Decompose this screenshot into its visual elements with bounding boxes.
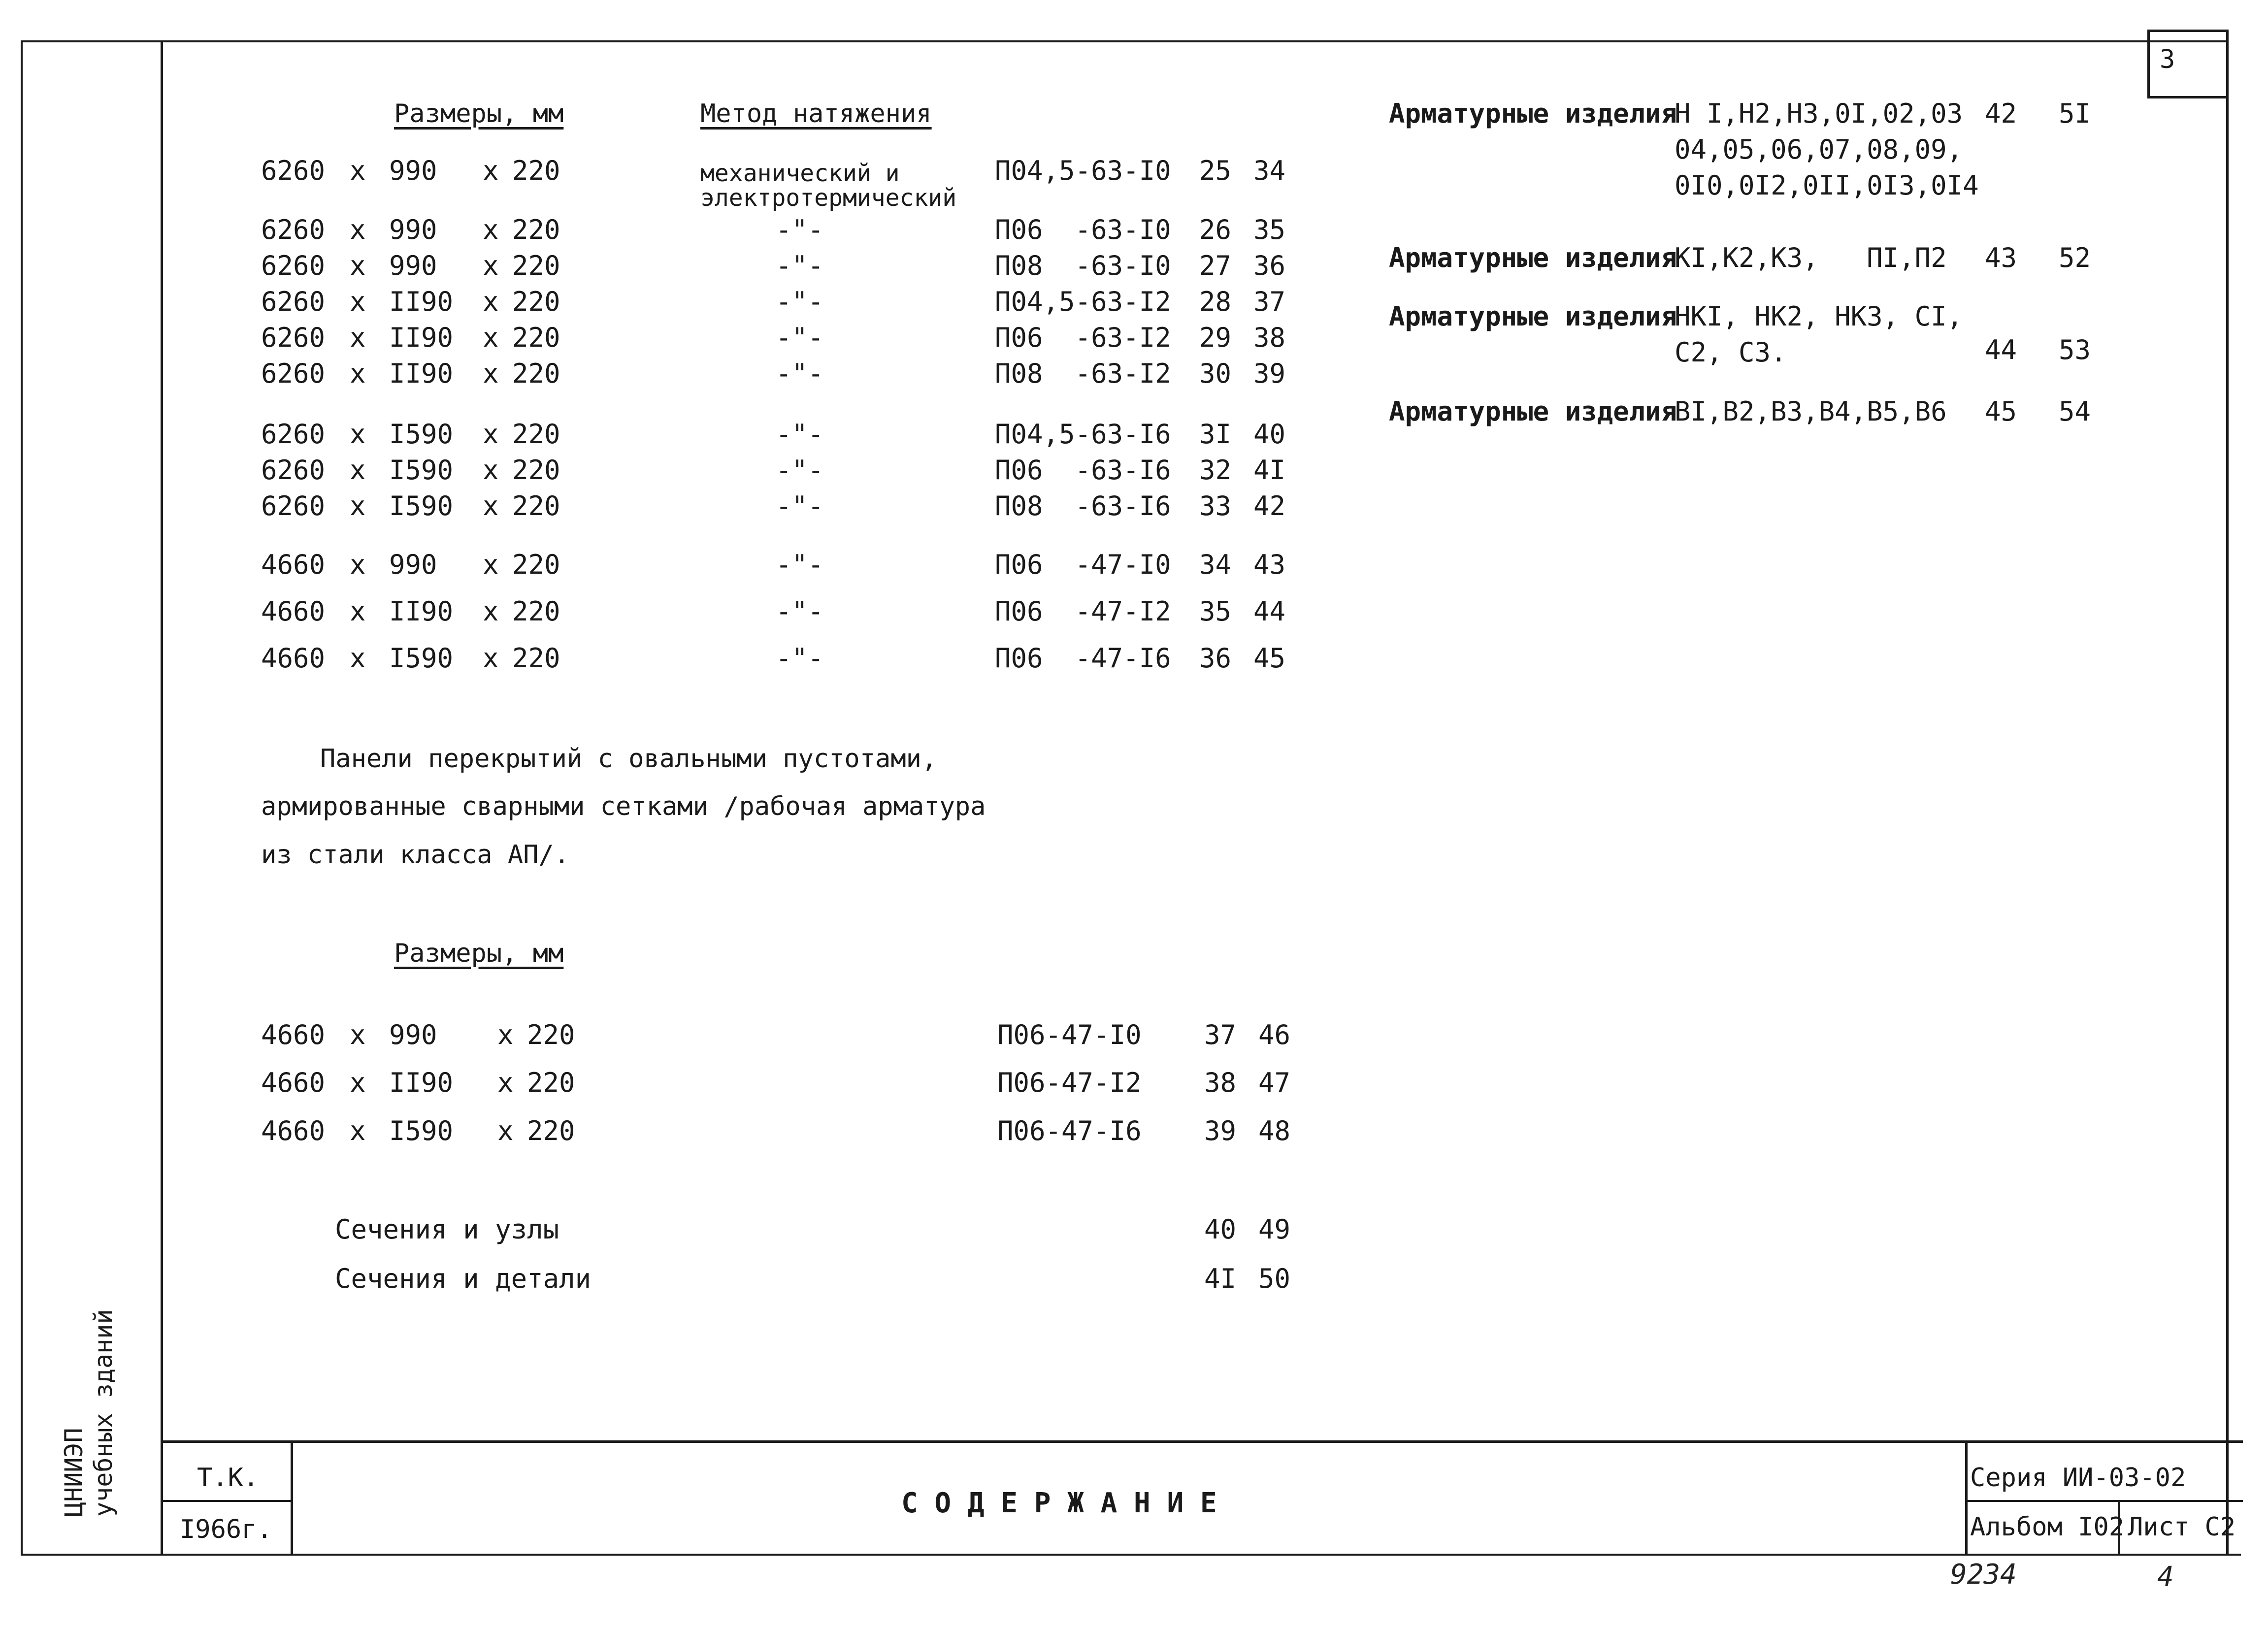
cell-method-ditto: -"- (776, 322, 824, 353)
cell-length: 4660 (261, 1115, 326, 1146)
cell-code: П06 -47-I2 (995, 596, 1171, 627)
cell-height: 220 (512, 286, 560, 317)
reinforcement-label: Арматурные изделия (1389, 396, 1677, 427)
cell-times-1: x (350, 214, 366, 245)
cell-length: 6260 (261, 322, 326, 353)
reinforcement-items: Н I,Н2,Н3,0I,02,03 04,05,06,07,08,09, 0I0,0I2,0II,0I3,0I4 (1675, 98, 1979, 201)
title-block-div1 (291, 1440, 293, 1555)
cell-times-2: x (483, 358, 499, 389)
cell-page-2: 38 (1253, 322, 1286, 353)
cell-times-2: x (497, 1019, 514, 1050)
size-header-2: Размеры, мм (394, 939, 564, 968)
cell-page-1: 25 (1199, 155, 1232, 186)
table-row (0, 155, 1330, 187)
cell-code: П06 -47-I6 (995, 643, 1171, 674)
cell-height: 220 (512, 214, 560, 245)
table-row (0, 490, 1330, 522)
cell-method-ditto: -"- (776, 549, 824, 580)
reinforcement-page-1: 42 (1985, 98, 2017, 129)
cell-page-1: 36 (1199, 643, 1232, 674)
cell-method-ditto: -"- (776, 419, 824, 450)
cell-height: 220 (512, 596, 560, 627)
cell-times-2: x (483, 643, 499, 674)
cell-method-ditto: -"- (776, 455, 824, 486)
cell-method-ditto: -"- (776, 214, 824, 245)
section-row (0, 1263, 1330, 1295)
cell-times-2: x (483, 286, 499, 317)
table-row (0, 598, 1330, 628)
cell-width: I590 (389, 419, 454, 450)
cell-times-1: x (350, 1019, 366, 1050)
cell-code: П06 -63-I0 (995, 214, 1171, 245)
cell-times-1: x (350, 1115, 366, 1146)
cell-length: 6260 (261, 358, 326, 389)
cell-page-2: 47 (1258, 1067, 1291, 1098)
cell-length: 6260 (261, 419, 326, 450)
cell-width: 990 (389, 1019, 437, 1050)
footer-number: 9234 (1950, 1559, 2017, 1591)
corner-number: 3 (2160, 45, 2175, 74)
cell-page-2: 40 (1253, 419, 1286, 450)
cell-height: 220 (512, 155, 560, 186)
reinforcement-label: Арматурные изделия (1389, 242, 1677, 273)
cell-times-2: x (483, 155, 499, 186)
paragraph-line-3: из стали класса АП/. (261, 840, 570, 870)
table-row (0, 214, 1330, 246)
cell-page-1: 35 (1199, 596, 1232, 627)
frame-outer-top (21, 40, 2227, 42)
cell-length: 6260 (261, 455, 326, 486)
cell-page-1: 28 (1199, 286, 1232, 317)
table-row (0, 250, 1330, 282)
section-page-1: 4I (1204, 1263, 1237, 1294)
cell-code: П08 -63-I0 (995, 250, 1171, 281)
cell-page-2: 36 (1253, 250, 1286, 281)
cell-width: II90 (389, 1067, 454, 1098)
table-row (0, 1115, 1330, 1147)
cell-height: 220 (527, 1019, 575, 1050)
cell-page-1: 27 (1199, 250, 1232, 281)
reinforcement-page-1: 44 (1985, 334, 2017, 365)
reinforcement-page-1: 45 (1985, 396, 2017, 427)
cell-length: 4660 (261, 549, 326, 580)
paragraph-line-2: армированные сварными сетками /рабочая арматура (261, 792, 986, 821)
cell-height: 220 (527, 1067, 575, 1098)
table-row (0, 421, 1330, 451)
cell-times-2: x (483, 455, 499, 486)
cell-page-2: 37 (1253, 286, 1286, 317)
cell-width: I590 (389, 643, 454, 674)
cell-method-ditto: -"- (776, 643, 824, 674)
cell-height: 220 (527, 1115, 575, 1146)
cell-times-1: x (350, 549, 366, 580)
tb-series: Серия ИИ-03-02 (1970, 1463, 2186, 1493)
cell-code: П06 -63-I6 (995, 455, 1171, 486)
section-row (0, 1216, 1330, 1246)
cell-method-ditto: -"- (776, 250, 824, 281)
cell-page-1: 33 (1199, 490, 1232, 521)
title-block-div2 (1965, 1440, 1968, 1555)
cell-page-2: 39 (1253, 358, 1286, 389)
cell-times-1: x (350, 322, 366, 353)
reinforcement-items: КI,К2,К3, ПI,П2 (1675, 242, 1947, 273)
cell-code: П06-47-I0 (997, 1019, 1142, 1050)
reinforcement-page-2: 52 (2059, 242, 2091, 273)
cell-length: 6260 (261, 490, 326, 521)
cell-times-1: x (350, 643, 366, 674)
cell-length: 4660 (261, 643, 326, 674)
cell-method-ditto: -"- (776, 286, 824, 317)
cell-length: 6260 (261, 250, 326, 281)
cell-page-2: 42 (1253, 490, 1286, 521)
cell-times-2: x (483, 490, 499, 521)
method-header: Метод натяжения (700, 99, 932, 129)
cell-length: 6260 (261, 155, 326, 186)
title-block-mid (161, 1500, 291, 1502)
cell-code: П04,5-63-I0 (995, 155, 1171, 186)
cell-code: П06 -47-I0 (995, 549, 1171, 580)
paragraph-line-1: Панели перекрытий с овальными пустотами, (320, 744, 937, 774)
cell-code: П08 -63-I2 (995, 358, 1171, 389)
cell-times-1: x (350, 286, 366, 317)
cell-page-1: 37 (1204, 1019, 1237, 1050)
cell-height: 220 (512, 419, 560, 450)
tb-album: Альбом I02 (1970, 1512, 2125, 1542)
cell-times-1: x (350, 490, 366, 521)
side-stamp: ЦНИИЭП учебных зданий (60, 1309, 118, 1517)
cell-times-2: x (483, 596, 499, 627)
table-row (0, 549, 1330, 581)
section-label: Сечения и детали (335, 1263, 592, 1294)
cell-width: 990 (389, 155, 437, 186)
table-row (0, 645, 1330, 675)
cell-height: 220 (512, 455, 560, 486)
cell-width: I590 (389, 455, 454, 486)
cell-page-2: 44 (1253, 596, 1286, 627)
reinforcement-items: НКI, НК2, НК3, СI, С2, С3. (1675, 301, 1963, 368)
cell-length: 4660 (261, 1067, 326, 1098)
reinforcement-items: ВI,В2,В3,В4,В5,В6 (1675, 396, 1947, 427)
cell-page-1: 32 (1199, 455, 1232, 486)
cell-times-2: x (483, 322, 499, 353)
cell-times-1: x (350, 250, 366, 281)
cell-width: II90 (389, 358, 454, 389)
tb-title: С О Д Е Р Ж А Н И Е (901, 1487, 1217, 1519)
cell-times-2: x (483, 549, 499, 580)
frame-right (2226, 30, 2229, 1555)
cell-code: П04,5-63-I6 (995, 419, 1171, 450)
cell-method-ditto: -"- (776, 490, 824, 521)
cell-page-2: 4I (1253, 455, 1286, 486)
section-page-2: 49 (1258, 1214, 1291, 1245)
table-row (0, 1019, 1330, 1051)
cell-times-2: x (483, 419, 499, 450)
cell-length: 6260 (261, 286, 326, 317)
cell-method-ditto: -"- (776, 596, 824, 627)
tb-tk: Т.К. (197, 1463, 259, 1493)
cell-page-1: 38 (1204, 1067, 1237, 1098)
tb-sheet: Лист С2 (2128, 1512, 2236, 1542)
section-label: Сечения и узлы (335, 1214, 559, 1245)
cell-length: 6260 (261, 214, 326, 245)
cell-height: 220 (512, 358, 560, 389)
section-page-2: 50 (1258, 1263, 1291, 1294)
cell-width: 990 (389, 214, 437, 245)
cell-times-1: x (350, 358, 366, 389)
cell-times-2: x (497, 1115, 514, 1146)
cell-code: П08 -63-I6 (995, 490, 1171, 521)
section-page-1: 40 (1204, 1214, 1237, 1245)
cell-code: П06-47-I6 (997, 1115, 1142, 1146)
cell-length: 4660 (261, 596, 326, 627)
cell-height: 220 (512, 250, 560, 281)
cell-times-1: x (350, 455, 366, 486)
table-row (0, 360, 1330, 390)
cell-page-1: 3I (1199, 419, 1232, 450)
cell-page-1: 26 (1199, 214, 1232, 245)
cell-page-2: 43 (1253, 549, 1286, 580)
reinforcement-page-2: 5I (2059, 98, 2091, 129)
cell-page-1: 39 (1204, 1115, 1237, 1146)
reinforcement-label: Арматурные изделия (1389, 98, 1677, 129)
reinforcement-page-1: 43 (1985, 242, 2017, 273)
cell-times-1: x (350, 596, 366, 627)
table-row (0, 457, 1330, 487)
cell-page-2: 34 (1253, 155, 1286, 186)
cell-times-1: x (350, 1067, 366, 1098)
cell-times-2: x (497, 1067, 514, 1098)
cell-height: 220 (512, 322, 560, 353)
cell-times-2: x (483, 250, 499, 281)
cell-times-1: x (350, 419, 366, 450)
frame-outer-bottom (21, 1554, 2241, 1556)
cell-times-1: x (350, 155, 366, 186)
cell-times-2: x (483, 214, 499, 245)
table-row (0, 1067, 1330, 1099)
title-block-top (161, 1440, 2243, 1443)
cell-page-1: 30 (1199, 358, 1232, 389)
cell-page-2: 48 (1258, 1115, 1291, 1146)
cell-code: П04,5-63-I2 (995, 286, 1171, 317)
cell-page-1: 29 (1199, 322, 1232, 353)
cell-width: I590 (389, 490, 454, 521)
table-row (0, 286, 1330, 318)
cell-page-2: 45 (1253, 643, 1286, 674)
table-row (0, 322, 1330, 354)
reinforcement-page-2: 54 (2059, 396, 2091, 427)
title-block-mid-right (1965, 1500, 2243, 1502)
cell-code: П06-47-I2 (997, 1067, 1142, 1098)
footer-mark: 4 (2157, 1561, 2174, 1593)
cell-width: 990 (389, 549, 437, 580)
cell-page-2: 46 (1258, 1019, 1291, 1050)
reinforcement-label: Арматурные изделия (1389, 301, 1677, 332)
cell-method-ditto: -"- (776, 358, 824, 389)
tb-year: I966г. (180, 1515, 272, 1544)
cell-height: 220 (512, 549, 560, 580)
reinforcement-page-2: 53 (2059, 334, 2091, 365)
cell-width: II90 (389, 596, 454, 627)
size-header: Размеры, мм (394, 99, 564, 129)
cell-height: 220 (512, 490, 560, 521)
cell-code: П06 -63-I2 (995, 322, 1171, 353)
cell-width: II90 (389, 286, 454, 317)
cell-page-1: 34 (1199, 549, 1232, 580)
cell-width: II90 (389, 322, 454, 353)
method-first: механический и электротермический (700, 160, 957, 212)
cell-height: 220 (512, 643, 560, 674)
cell-page-2: 35 (1253, 214, 1286, 245)
cell-width: I590 (389, 1115, 454, 1146)
cell-length: 4660 (261, 1019, 326, 1050)
cell-width: 990 (389, 250, 437, 281)
